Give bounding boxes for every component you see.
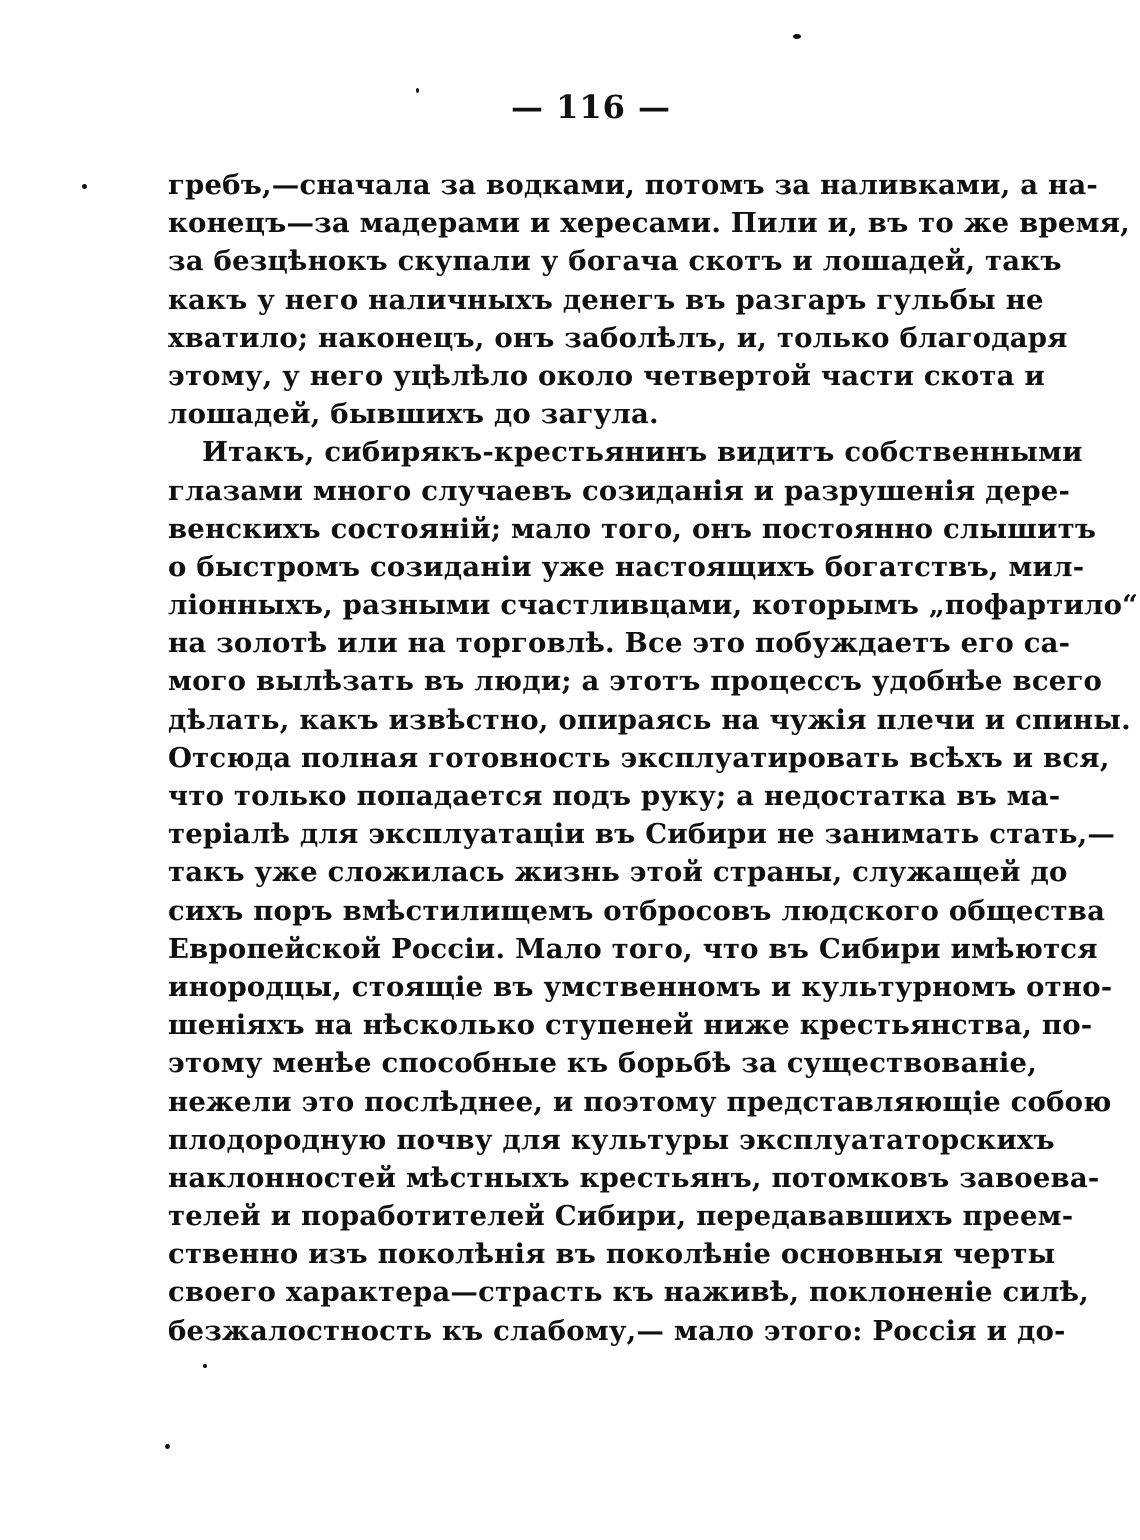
text-line: Итакъ, сибирякъ-крестьянинъ видитъ собственными — [202, 436, 1083, 469]
text-line: гребъ,—сначала за водками, потомъ за наливками, а на- — [168, 169, 1098, 201]
body-text — [168, 166, 1139, 1350]
text-line: Европейской Россіи. Мало того, что въ Сибири имѣются — [168, 932, 1098, 965]
text-line: конецъ—за мадерами и хересами. Пили и, въ то же время, — [168, 207, 1130, 240]
text-line: за безцѣнокъ скупали у богача скотъ и лошадей, такъ — [168, 245, 1062, 278]
text-line: хватило; наконецъ, онъ заболѣлъ, и, только благодаря — [168, 321, 1068, 354]
text-line: Отсюда полная готовность эксплуатировать всѣхъ и вся, — [168, 741, 1110, 774]
text-line: глазами много случаевъ созиданія и разрушенія дере- — [168, 474, 1071, 507]
text-line: на золотѣ или на торговлѣ. Все это побуждаетъ его са- — [168, 627, 1071, 660]
scan-speck — [416, 88, 419, 93]
text-line: шеніяхъ на нѣсколько ступеней ниже крестьянства, по- — [168, 1009, 1093, 1042]
text-line: нежели это послѣднее, и поэтому представляющіе собою — [168, 1085, 1112, 1118]
text-line: дѣлать, какъ извѣстно, опираясь на чужія плечи и спины. — [168, 703, 1131, 736]
text-line: лошадей, бывшихъ до загула. — [168, 398, 659, 431]
text-line: наклонностей мѣстныхъ крестьянъ, потомковъ завоева- — [168, 1161, 1100, 1194]
text-line: безжалостность къ слабому,— мало этого: Россія и до- — [168, 1314, 1066, 1347]
text-line: венскихъ состояній; мало того, онъ постоянно слышитъ — [168, 512, 1097, 545]
paragraph-2 — [168, 433, 1139, 1350]
text-line: инородцы, стоящіе въ умственномъ и культурномъ отно- — [168, 970, 1113, 1003]
text-line: мого вылѣзать въ люди; а этотъ процессъ удобнѣе всего — [168, 665, 1103, 698]
scan-speck — [165, 1444, 170, 1449]
scan-speck — [793, 34, 801, 39]
text-line: теріалѣ для эксплуатаціи въ Сибири не занимать стать,— — [168, 818, 1116, 851]
page-number: — 116 — — [510, 88, 672, 126]
text-line: ственно изъ поколѣнія въ поколѣніе основныя черты — [168, 1238, 1056, 1271]
scan-speck — [203, 1364, 207, 1368]
text-line: сихъ поръ вмѣстилищемъ отбросовъ людского общества — [168, 894, 1106, 927]
scan-speck — [82, 184, 87, 189]
text-line: своего характера—страсть къ наживѣ, поклоненіе силѣ, — [168, 1276, 1089, 1309]
text-line: этому менѣе способные къ борьбѣ за существованіе, — [168, 1047, 1038, 1080]
text-line: такъ уже сложилась жизнь этой страны, служащей до — [168, 856, 1068, 889]
paragraph-1 — [168, 166, 1130, 433]
text-line: какъ у него наличныхъ денегъ въ разгаръ гульбы не — [168, 283, 1044, 316]
text-line: о быстромъ созиданіи уже настоящихъ богатствъ, мил- — [168, 550, 1085, 583]
text-line: плодородную почву для культуры эксплуататорскихъ — [168, 1123, 1055, 1156]
text-line: что только попадается подъ руку; а недостатка въ ма- — [168, 780, 1061, 812]
text-line: ліонныхъ, разными счастливцами, которымъ „пофартило“ — [168, 589, 1139, 622]
text-line: этому, у него уцѣлѣло около четвертой части скота и — [168, 359, 1046, 392]
text-line: телей и поработителей Сибири, передававшихъ преем- — [168, 1200, 1074, 1233]
